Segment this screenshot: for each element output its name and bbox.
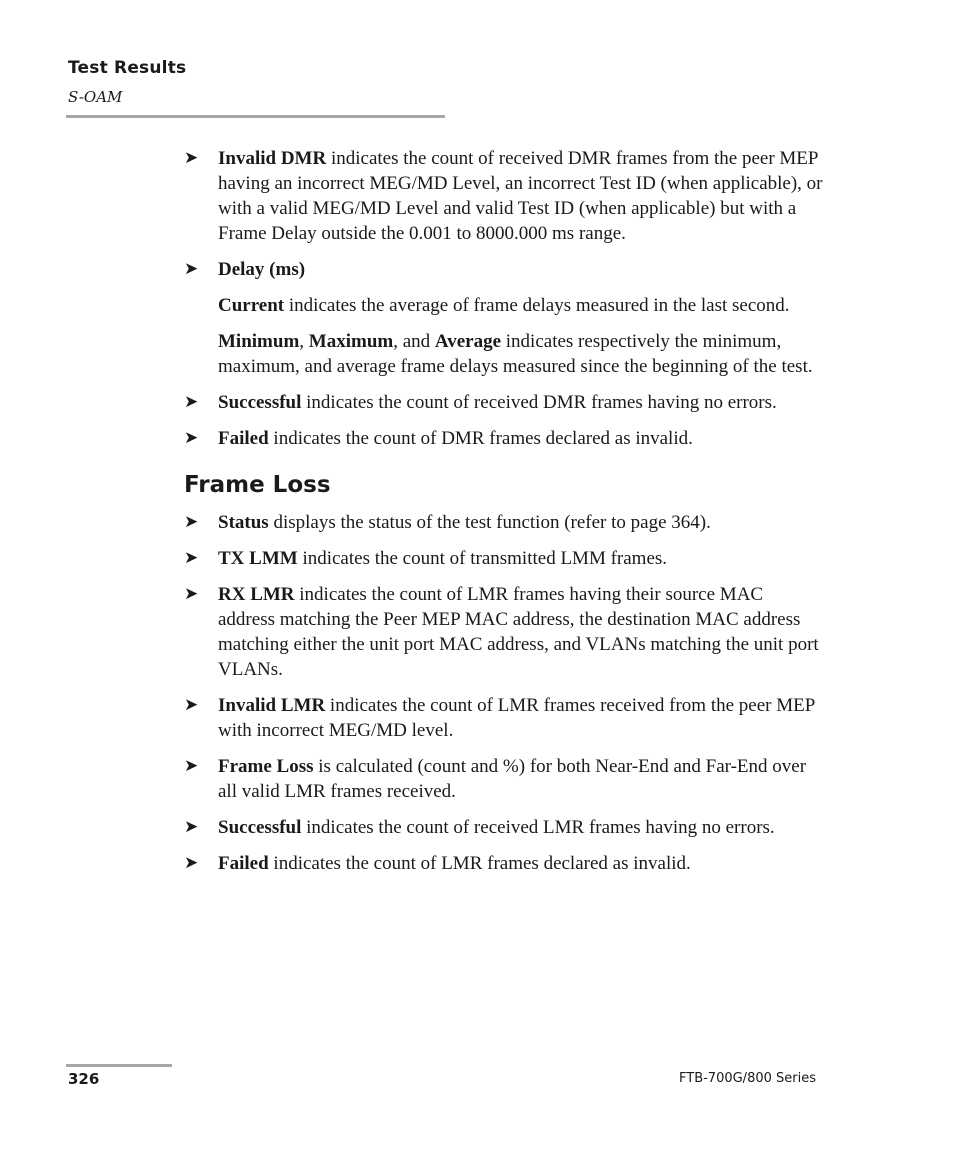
description: is calculated (count and %) for both Near-End and Far-End over all valid LMR frames received. xyxy=(218,756,807,802)
description: indicates the average of frame delays measured in the last second. xyxy=(284,295,790,316)
term: Delay (ms) xyxy=(218,259,306,280)
page-body xyxy=(184,146,824,887)
list-item-status xyxy=(184,510,824,535)
term: TX LMM xyxy=(218,548,298,569)
term: Invalid LMR xyxy=(218,695,326,716)
list-item-invalid-dmr xyxy=(184,146,824,246)
term: Average xyxy=(434,331,502,352)
term: Successful xyxy=(218,817,302,838)
list-item-invalid-lmr xyxy=(184,693,824,743)
arrow-bullet-icon: ➤ xyxy=(184,428,199,448)
list-item-tx-lmm xyxy=(184,546,824,571)
section-heading-frame-loss: Frame Loss xyxy=(184,472,331,498)
list-item-successful-lmr xyxy=(184,815,824,840)
term: Failed xyxy=(218,853,269,874)
list-item-successful-dmr xyxy=(184,390,824,415)
arrow-bullet-icon: ➤ xyxy=(184,548,199,568)
description: indicates the count of received DMR frames from the peer MEP having an incorrect MEG/MD Level, an incorrect Test ID (when applicable), or with a valid MEG/MD Level and valid Test ID (when applicable) but with a Frame Delay outside the 0.001 to 8000.000 ms range. xyxy=(218,148,823,244)
separator: , xyxy=(299,331,309,352)
term: Frame Loss xyxy=(218,756,314,777)
arrow-bullet-icon: ➤ xyxy=(184,512,199,532)
term: Maximum xyxy=(308,331,394,352)
list-item-delay xyxy=(184,257,824,282)
description: indicates the count of transmitted LMM frames. xyxy=(297,548,668,569)
description: indicates the count of DMR frames declared as invalid. xyxy=(268,428,693,449)
description: displays the status of the test function (refer to page 364). xyxy=(268,512,711,533)
separator: , and xyxy=(393,331,435,352)
paragraph-current xyxy=(184,293,824,318)
arrow-bullet-icon: ➤ xyxy=(184,259,199,279)
footer-product-name: FTB-700G/800 Series xyxy=(679,1071,816,1086)
arrow-bullet-icon: ➤ xyxy=(184,584,199,604)
paragraph-min-max-avg xyxy=(184,329,824,379)
header-rule xyxy=(66,115,445,118)
description: indicates the count of LMR frames having their source MAC address matching the Peer MEP MAC address, the destination MAC address matching either the unit port MAC address, and VLANs matching the unit port VLANs. xyxy=(218,584,819,680)
running-header-title: Test Results xyxy=(68,58,187,78)
arrow-bullet-icon: ➤ xyxy=(184,853,199,873)
arrow-bullet-icon: ➤ xyxy=(184,392,199,412)
footer-rule xyxy=(66,1064,172,1067)
description: indicates the count of LMR frames declared as invalid. xyxy=(268,853,691,874)
term: Status xyxy=(218,512,269,533)
running-header-subtitle: S-OAM xyxy=(68,88,123,106)
arrow-bullet-icon: ➤ xyxy=(184,817,199,837)
page-number: 326 xyxy=(68,1070,100,1088)
arrow-bullet-icon: ➤ xyxy=(184,695,199,715)
term: Invalid DMR xyxy=(218,148,327,169)
term: Minimum xyxy=(218,331,300,352)
term: RX LMR xyxy=(218,584,295,605)
term: Successful xyxy=(218,392,302,413)
list-item-failed-dmr xyxy=(184,426,824,451)
list-item-frame-loss xyxy=(184,754,824,804)
description: indicates the count of LMR frames received from the peer MEP with incorrect MEG/MD level. xyxy=(218,695,815,741)
term: Current xyxy=(218,295,285,316)
list-item-failed-lmr xyxy=(184,851,824,876)
list-item-rx-lmr xyxy=(184,582,824,682)
arrow-bullet-icon: ➤ xyxy=(184,148,199,168)
description: indicates respectively the minimum, maximum, and average frame delays measured since the beginning of the test. xyxy=(218,331,813,377)
description: indicates the count of received DMR frames having no errors. xyxy=(301,392,777,413)
arrow-bullet-icon: ➤ xyxy=(184,756,199,776)
term: Failed xyxy=(218,428,269,449)
description: indicates the count of received LMR frames having no errors. xyxy=(301,817,775,838)
